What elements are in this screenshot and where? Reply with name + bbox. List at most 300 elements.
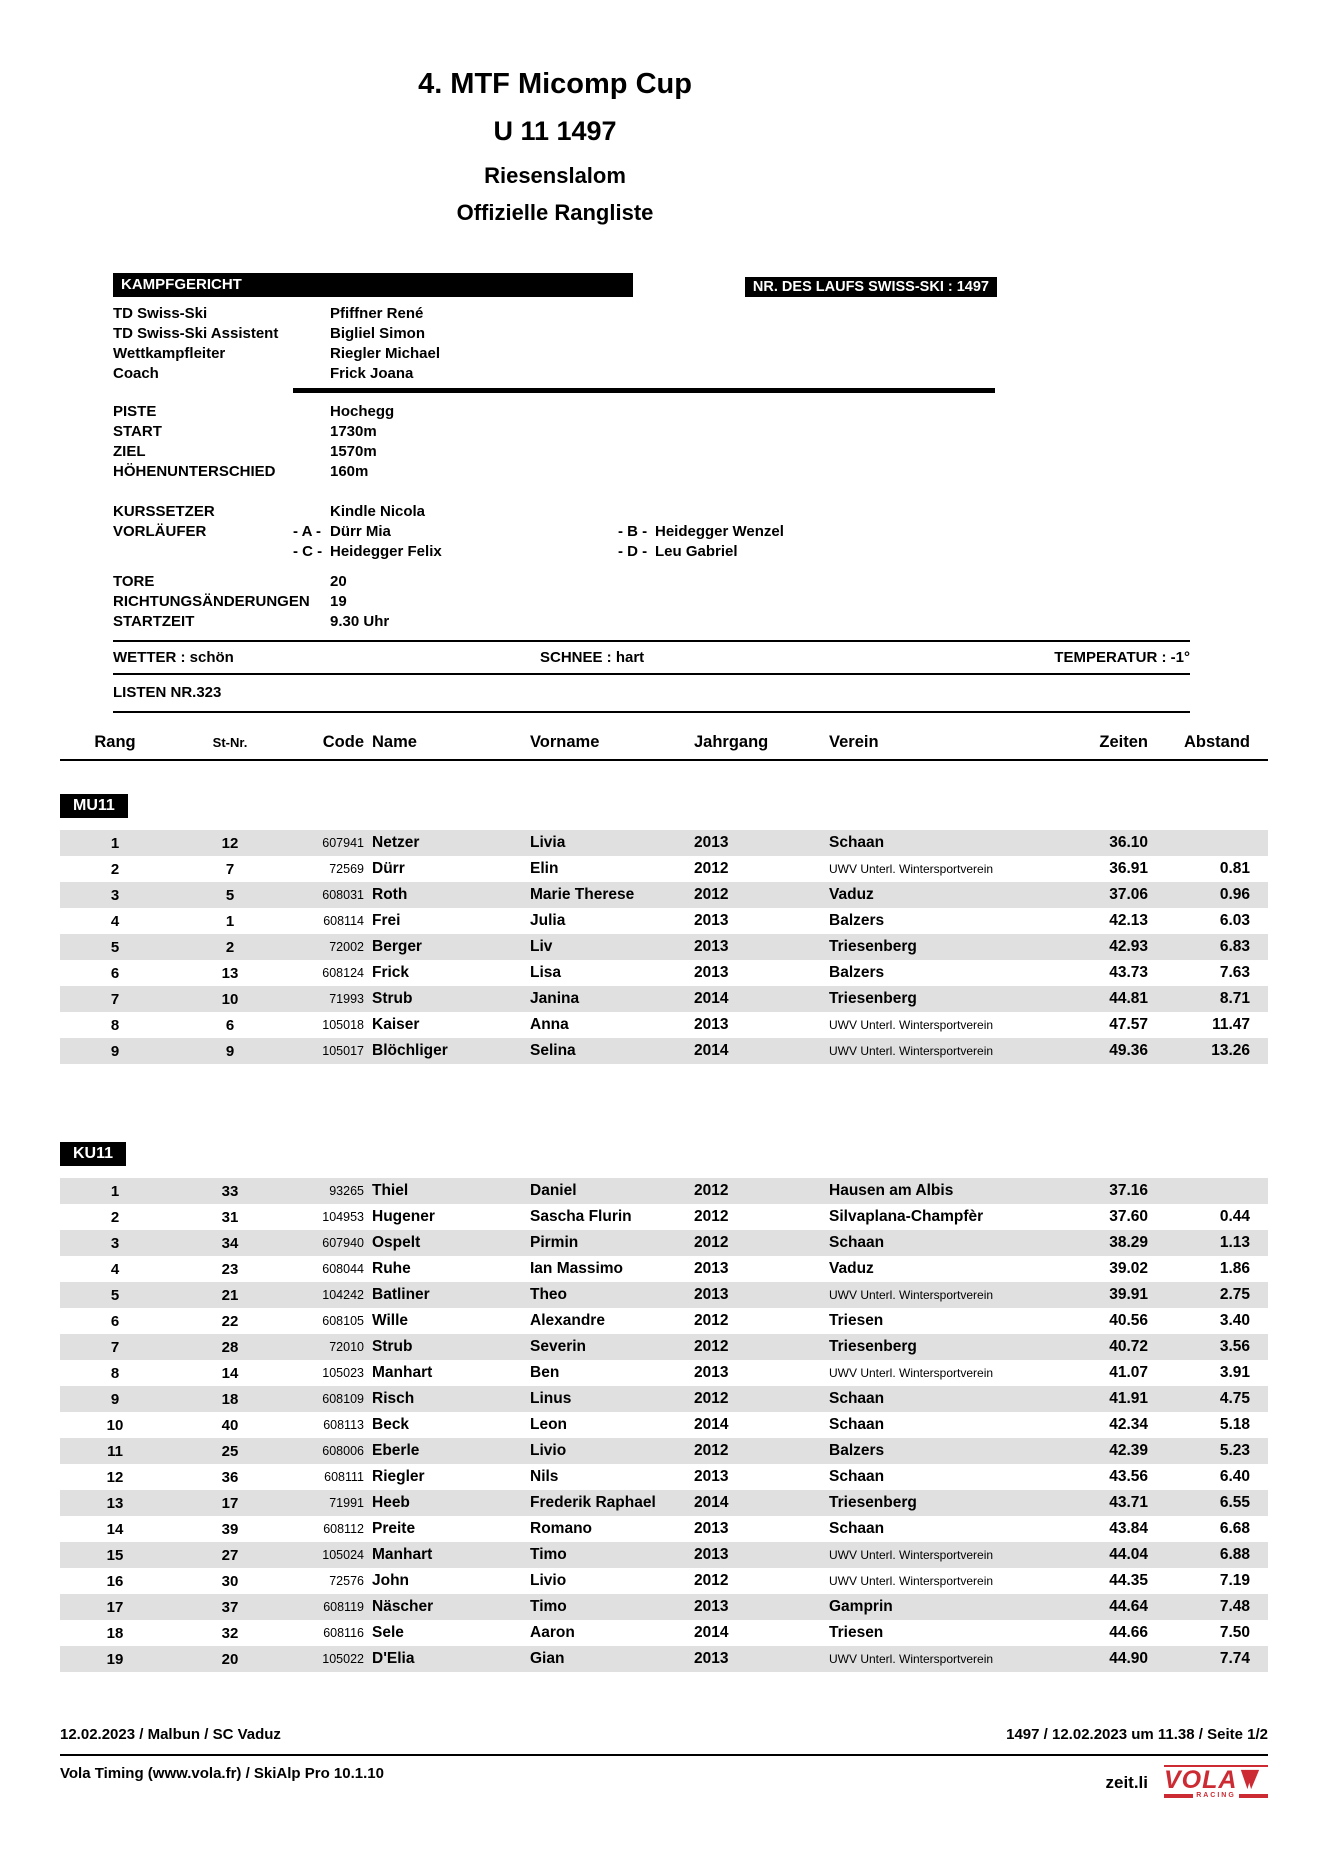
rank-cell: 16 — [106, 1572, 124, 1590]
table-row — [60, 1412, 1268, 1438]
lastname-cell: John — [372, 1572, 410, 1589]
gap-cell: 7.48 — [1219, 1598, 1250, 1615]
time-cell: 36.91 — [1109, 860, 1148, 877]
year-cell: 2013 — [694, 912, 729, 929]
time-cell: 43.56 — [1109, 1468, 1148, 1485]
conditions-row — [113, 642, 1190, 673]
time-cell: 43.73 — [1109, 964, 1148, 981]
timing-software-credit: Vola Timing (www.vola.fr) / SkiAlp Pro 10.1.10 — [60, 1765, 384, 1782]
gap-cell: 6.55 — [1219, 1494, 1250, 1511]
time-cell: 42.93 — [1109, 938, 1148, 955]
club-cell: Vaduz — [829, 1260, 874, 1277]
footer-info-row — [60, 1726, 1268, 1743]
time-cell: 38.29 — [1109, 1234, 1148, 1251]
section-rows-mu11 — [60, 830, 1268, 1064]
logo-bar — [1239, 1794, 1268, 1798]
club-cell: Schaan — [829, 1234, 885, 1251]
bib-cell: 9 — [225, 1042, 235, 1060]
bib-cell: 25 — [221, 1442, 239, 1460]
time-cell: 44.81 — [1109, 990, 1148, 1007]
time-cell: 40.72 — [1109, 1338, 1148, 1355]
bib-cell: 34 — [221, 1234, 239, 1252]
event-title: 4. MTF Micomp Cup — [418, 68, 692, 100]
year-cell: 2012 — [694, 886, 729, 903]
forerunner-tag: - C - — [293, 543, 323, 560]
club-cell: Schaan — [829, 1468, 885, 1485]
firstname-cell: Timo — [530, 1598, 567, 1615]
info-value: Bigliel Simon — [330, 325, 426, 342]
lastname-cell: Strub — [372, 990, 413, 1007]
info-label: TD Swiss-Ski — [113, 305, 208, 322]
code-cell: 607941 — [322, 836, 364, 850]
table-row — [60, 882, 1268, 908]
code-cell: 608006 — [322, 1444, 364, 1458]
year-cell: 2012 — [694, 1442, 729, 1459]
forerunner-name: Leu Gabriel — [655, 543, 738, 560]
page-footer — [60, 1726, 1268, 1800]
year-cell: 2014 — [694, 1042, 729, 1059]
forerunner-row — [113, 542, 1190, 562]
code-cell: 608105 — [322, 1314, 364, 1328]
bib-cell: 7 — [225, 860, 235, 878]
club-cell: UWV Unterl. Wintersportverein — [829, 1652, 994, 1666]
bib-cell: 20 — [221, 1650, 239, 1668]
code-cell: 105018 — [322, 1018, 364, 1032]
rank-cell: 9 — [110, 1042, 120, 1060]
club-cell: Triesenberg — [829, 990, 917, 1007]
lastname-cell: Beck — [372, 1416, 410, 1433]
column-header-code: Code — [322, 733, 364, 751]
year-cell: 2014 — [694, 990, 729, 1007]
bib-cell: 18 — [221, 1390, 239, 1408]
year-cell: 2012 — [694, 1572, 729, 1589]
code-cell: 72569 — [329, 862, 364, 876]
year-cell: 2014 — [694, 1494, 729, 1511]
vola-wordmark: VOLA — [1164, 1766, 1238, 1794]
year-cell: 2013 — [694, 964, 729, 981]
gap-cell: 2.75 — [1219, 1286, 1250, 1303]
gates-row — [113, 592, 1190, 612]
firstname-cell: Frederik Raphael — [530, 1494, 656, 1511]
rank-cell: 15 — [106, 1546, 124, 1564]
vola-shield-icon — [1239, 1769, 1261, 1791]
info-value: Pfiffner René — [330, 305, 424, 322]
lastname-cell: Ospelt — [372, 1234, 421, 1251]
bib-cell: 6 — [225, 1016, 235, 1034]
rank-cell: 10 — [106, 1416, 124, 1434]
vola-racing-label: RACING — [1196, 1792, 1236, 1799]
bib-cell: 39 — [221, 1520, 239, 1538]
bib-cell: 1 — [225, 912, 235, 930]
lastname-cell: Thiel — [372, 1182, 409, 1199]
course-setter-row — [113, 502, 1190, 522]
code-cell: 608031 — [322, 888, 364, 902]
time-cell: 41.91 — [1109, 1390, 1148, 1407]
forerunner-tag: - D - — [618, 543, 648, 560]
course-rows — [113, 402, 1190, 482]
year-cell: 2013 — [694, 1468, 729, 1485]
logo-bar — [1164, 1794, 1193, 1798]
rank-cell: 13 — [106, 1494, 124, 1512]
list-type-title: Offizielle Rangliste — [456, 200, 654, 225]
club-cell: Schaan — [829, 1416, 885, 1433]
gap-cell: 7.50 — [1219, 1624, 1250, 1641]
gap-cell: 1.13 — [1219, 1234, 1250, 1251]
table-row — [60, 960, 1268, 986]
divider-bar — [293, 388, 995, 393]
table-row — [60, 1178, 1268, 1204]
lastname-cell: Sele — [372, 1624, 404, 1641]
info-label: STARTZEIT — [113, 613, 195, 630]
lastname-cell: Risch — [372, 1390, 415, 1407]
firstname-cell: Daniel — [530, 1182, 577, 1199]
time-cell: 39.91 — [1109, 1286, 1148, 1303]
setter-forerunner-rows — [113, 502, 1190, 562]
year-cell: 2013 — [694, 1016, 729, 1033]
lastname-cell: Roth — [372, 886, 408, 903]
rank-cell: 4 — [110, 912, 120, 930]
firstname-cell: Romano — [530, 1520, 592, 1537]
lastname-cell: D'Elia — [372, 1650, 415, 1667]
info-label: VORLÄUFER — [113, 523, 207, 540]
year-cell: 2012 — [694, 1182, 729, 1199]
year-cell: 2013 — [694, 1286, 729, 1303]
table-row — [60, 1620, 1268, 1646]
gap-cell: 3.40 — [1219, 1312, 1250, 1329]
lastname-cell: Frick — [372, 964, 410, 981]
club-cell: Schaan — [829, 834, 885, 851]
forerunner-tag: - A - — [293, 523, 322, 540]
rank-cell: 6 — [110, 1312, 120, 1330]
rank-cell: 8 — [110, 1364, 120, 1382]
table-row — [60, 1490, 1268, 1516]
time-cell: 42.34 — [1109, 1416, 1148, 1433]
time-cell: 44.90 — [1109, 1650, 1148, 1667]
firstname-cell: Julia — [530, 912, 566, 929]
bib-cell: 37 — [221, 1598, 239, 1616]
year-cell: 2013 — [694, 1260, 729, 1277]
firstname-cell: Alexandre — [530, 1312, 605, 1329]
club-cell: Gamprin — [829, 1598, 893, 1615]
rank-cell: 7 — [110, 1338, 120, 1356]
firstname-cell: Elin — [530, 860, 559, 877]
lastname-cell: Heeb — [372, 1494, 410, 1511]
info-label: ZIEL — [113, 443, 146, 460]
code-cell: 608109 — [322, 1392, 364, 1406]
column-header-vorname: Vorname — [530, 733, 600, 751]
club-cell: Schaan — [829, 1520, 885, 1537]
gap-cell: 6.40 — [1219, 1468, 1250, 1485]
rank-cell: 5 — [110, 938, 120, 956]
year-cell: 2012 — [694, 1234, 729, 1251]
bib-cell: 2 — [225, 938, 235, 956]
year-cell: 2013 — [694, 1364, 729, 1381]
firstname-cell: Livio — [530, 1572, 567, 1589]
rank-cell: 11 — [107, 1442, 123, 1460]
rank-cell: 18 — [106, 1624, 124, 1642]
code-cell: 608124 — [322, 966, 364, 980]
club-cell: Triesen — [829, 1312, 884, 1329]
code-cell: 71991 — [329, 1496, 364, 1510]
bib-cell: 23 — [221, 1260, 239, 1278]
course-row — [113, 402, 1190, 422]
time-cell: 42.13 — [1109, 912, 1148, 929]
discipline-title: Riesenslalom — [484, 163, 626, 188]
club-cell: Vaduz — [829, 886, 874, 903]
code-cell: 608112 — [323, 1522, 364, 1536]
rank-cell: 2 — [110, 1208, 120, 1226]
code-cell: 104953 — [322, 1210, 364, 1224]
gap-cell: 7.63 — [1219, 964, 1250, 981]
club-cell: Silvaplana-Champfèr — [829, 1208, 984, 1225]
table-row — [60, 1568, 1268, 1594]
year-cell: 2013 — [694, 834, 729, 851]
rank-cell: 3 — [110, 1234, 120, 1252]
bib-cell: 5 — [225, 886, 235, 904]
club-cell: UWV Unterl. Wintersportverein — [829, 1366, 994, 1380]
gap-cell: 5.23 — [1219, 1442, 1250, 1459]
lastname-cell: Berger — [372, 938, 422, 955]
time-cell: 43.84 — [1109, 1520, 1148, 1537]
column-header-zeiten: Zeiten — [1099, 733, 1148, 751]
time-cell: 44.66 — [1109, 1624, 1148, 1641]
code-cell: 71993 — [329, 992, 364, 1006]
gates-row — [113, 572, 1190, 592]
firstname-cell: Anna — [530, 1016, 569, 1033]
table-row — [60, 1282, 1268, 1308]
club-cell: Triesen — [829, 1624, 884, 1641]
table-row — [60, 908, 1268, 934]
time-cell: 37.60 — [1109, 1208, 1148, 1225]
code-cell: 72576 — [329, 1574, 364, 1588]
bib-cell: 22 — [221, 1312, 239, 1330]
time-cell: 40.56 — [1109, 1312, 1148, 1329]
snow-value: SCHNEE : hart — [540, 648, 645, 666]
gap-cell: 6.68 — [1219, 1520, 1250, 1537]
title-block — [60, 68, 1050, 226]
table-row — [60, 1012, 1268, 1038]
info-label: TORE — [113, 573, 155, 590]
time-cell: 47.57 — [1109, 1016, 1148, 1033]
list-number-row — [113, 675, 1190, 711]
info-value: 20 — [330, 573, 347, 590]
year-cell: 2013 — [694, 1546, 729, 1563]
club-cell: Triesenberg — [829, 938, 917, 955]
time-cell: 49.36 — [1109, 1042, 1148, 1059]
rank-cell: 12 — [106, 1468, 124, 1486]
table-row — [60, 986, 1268, 1012]
info-label: Wettkampfleiter — [113, 345, 226, 362]
rank-cell: 17 — [106, 1598, 124, 1616]
rank-cell: 3 — [110, 886, 120, 904]
firstname-cell: Sascha Flurin — [530, 1208, 632, 1225]
bib-cell: 36 — [221, 1468, 239, 1486]
info-value: 1570m — [330, 443, 377, 460]
gap-cell: 8.71 — [1219, 990, 1250, 1007]
course-row — [113, 422, 1190, 442]
year-cell: 2013 — [694, 1598, 729, 1615]
section-chip-ku11: KU11 — [60, 1142, 126, 1166]
gap-cell: 3.91 — [1219, 1364, 1250, 1381]
vola-logo-top — [1164, 1765, 1268, 1792]
firstname-cell: Theo — [530, 1286, 568, 1303]
footer-event-info: 12.02.2023 / Malbun / SC Vaduz — [60, 1726, 281, 1743]
table-header-row — [60, 733, 1268, 761]
bib-cell: 33 — [221, 1182, 239, 1200]
code-cell: 72010 — [329, 1340, 364, 1354]
table-row — [60, 1038, 1268, 1064]
table-row — [60, 830, 1268, 856]
bib-cell: 21 — [221, 1286, 239, 1304]
lastname-cell: Netzer — [372, 834, 420, 851]
footer-brand-row — [60, 1765, 1268, 1800]
section-chip-mu11: MU11 — [60, 794, 128, 818]
club-cell: UWV Unterl. Wintersportverein — [829, 862, 994, 876]
bib-cell: 12 — [221, 834, 239, 852]
table-row — [60, 1646, 1268, 1672]
code-cell: 104242 — [322, 1288, 364, 1302]
code-cell: 93265 — [329, 1184, 364, 1198]
club-cell: UWV Unterl. Wintersportverein — [829, 1288, 994, 1302]
time-cell: 41.07 — [1109, 1364, 1148, 1381]
column-header-verein: Verein — [829, 733, 879, 751]
club-cell: Triesenberg — [829, 1338, 917, 1355]
firstname-cell: Timo — [530, 1546, 567, 1563]
table-row — [60, 1594, 1268, 1620]
table-row — [60, 856, 1268, 882]
info-label: HÖHENUNTERSCHIED — [113, 463, 276, 480]
code-cell: 105023 — [322, 1366, 364, 1380]
bib-cell: 40 — [221, 1416, 239, 1434]
table-row — [60, 1386, 1268, 1412]
club-cell: UWV Unterl. Wintersportverein — [829, 1018, 994, 1032]
lastname-cell: Frei — [372, 912, 401, 929]
lastname-cell: Wille — [372, 1312, 409, 1329]
bib-cell: 10 — [221, 990, 239, 1008]
bib-cell: 30 — [221, 1572, 239, 1590]
forerunner-row — [113, 522, 1190, 542]
list-number: LISTEN NR.323 — [113, 684, 222, 701]
info-label: START — [113, 423, 162, 440]
table-row — [60, 1516, 1268, 1542]
forerunner-name: Heidegger Felix — [330, 543, 442, 560]
gap-cell: 6.03 — [1219, 912, 1250, 929]
time-cell: 44.64 — [1109, 1598, 1148, 1615]
lastname-cell: Preite — [372, 1520, 416, 1537]
rank-cell: 6 — [110, 964, 120, 982]
results-table — [60, 733, 1268, 1672]
info-label: PISTE — [113, 403, 157, 420]
rank-cell: 19 — [106, 1650, 124, 1668]
lastname-cell: Ruhe — [372, 1260, 411, 1277]
club-cell: UWV Unterl. Wintersportverein — [829, 1044, 994, 1058]
year-cell: 2014 — [694, 1416, 729, 1433]
year-cell: 2012 — [694, 860, 729, 877]
gap-cell: 7.19 — [1219, 1572, 1250, 1589]
info-label: TD Swiss-Ski Assistent — [113, 325, 279, 342]
gap-cell: 4.75 — [1219, 1390, 1250, 1407]
jury-row — [113, 344, 1190, 364]
lastname-cell: Eberle — [372, 1442, 420, 1459]
rank-cell: 2 — [110, 860, 120, 878]
code-cell: 608114 — [323, 914, 364, 928]
info-value: Kindle Nicola — [330, 503, 426, 520]
gap-cell: 1.86 — [1219, 1260, 1250, 1277]
table-row — [60, 1334, 1268, 1360]
club-cell: UWV Unterl. Wintersportverein — [829, 1548, 994, 1562]
code-cell: 608111 — [324, 1470, 364, 1484]
jury-header-bar: KAMPFGERICHT — [113, 273, 633, 297]
code-cell: 72002 — [329, 940, 364, 954]
code-cell: 608044 — [322, 1262, 364, 1276]
info-value: Hochegg — [330, 403, 395, 420]
year-cell: 2012 — [694, 1312, 729, 1329]
rank-cell: 5 — [110, 1286, 120, 1304]
club-cell: Balzers — [829, 964, 885, 981]
footer-brand-group — [1105, 1765, 1268, 1800]
firstname-cell: Severin — [530, 1338, 587, 1355]
firstname-cell: Linus — [530, 1390, 572, 1407]
column-header-jahrgang: Jahrgang — [694, 733, 769, 751]
table-row — [60, 1204, 1268, 1230]
gap-cell: 7.74 — [1219, 1650, 1250, 1667]
info-value: 160m — [330, 463, 369, 480]
year-cell: 2012 — [694, 1208, 729, 1225]
club-cell: Balzers — [829, 912, 885, 929]
footer-rule — [60, 1754, 1268, 1756]
footer-page-info: 1497 / 12.02.2023 um 11.38 / Seite 1/2 — [1006, 1726, 1268, 1743]
column-header-name: Name — [372, 733, 417, 751]
zeitli-label: zeit.li — [1105, 1773, 1148, 1792]
firstname-cell: Gian — [530, 1650, 565, 1667]
firstname-cell: Aaron — [530, 1624, 575, 1641]
gap-cell: 0.44 — [1219, 1208, 1250, 1225]
rank-cell: 1 — [110, 1182, 120, 1200]
section-ku11 — [60, 1142, 1268, 1166]
firstname-cell: Liv — [530, 938, 553, 955]
gates-rows — [113, 572, 1190, 632]
forerunner-name: Heidegger Wenzel — [655, 523, 784, 540]
firstname-cell: Pirmin — [530, 1234, 579, 1251]
jury-row — [113, 364, 1190, 384]
rank-cell: 14 — [106, 1520, 124, 1538]
table-row — [60, 1542, 1268, 1568]
gates-row — [113, 612, 1190, 632]
table-row — [60, 1360, 1268, 1386]
vola-logo — [1164, 1765, 1268, 1800]
info-value: 19 — [330, 593, 347, 610]
rank-cell: 7 — [110, 990, 120, 1008]
year-cell: 2013 — [694, 1520, 729, 1537]
firstname-cell: Leon — [530, 1416, 568, 1433]
year-cell: 2012 — [694, 1338, 729, 1355]
firstname-cell: Livio — [530, 1442, 567, 1459]
spacer — [113, 542, 293, 562]
jury-rows — [113, 304, 1190, 384]
rank-cell: 8 — [110, 1016, 120, 1034]
section-rows-ku11 — [60, 1178, 1268, 1672]
time-cell: 36.10 — [1109, 834, 1148, 851]
column-header-stnr: St-Nr. — [212, 735, 248, 750]
time-cell: 43.71 — [1109, 1494, 1148, 1511]
bib-cell: 32 — [221, 1624, 239, 1642]
lastname-cell: Riegler — [372, 1468, 425, 1485]
lastname-cell: Manhart — [372, 1364, 433, 1381]
table-row — [60, 1308, 1268, 1334]
info-value: 1730m — [330, 423, 377, 440]
gap-cell: 6.83 — [1219, 938, 1250, 955]
code-cell: 608113 — [323, 1418, 364, 1432]
